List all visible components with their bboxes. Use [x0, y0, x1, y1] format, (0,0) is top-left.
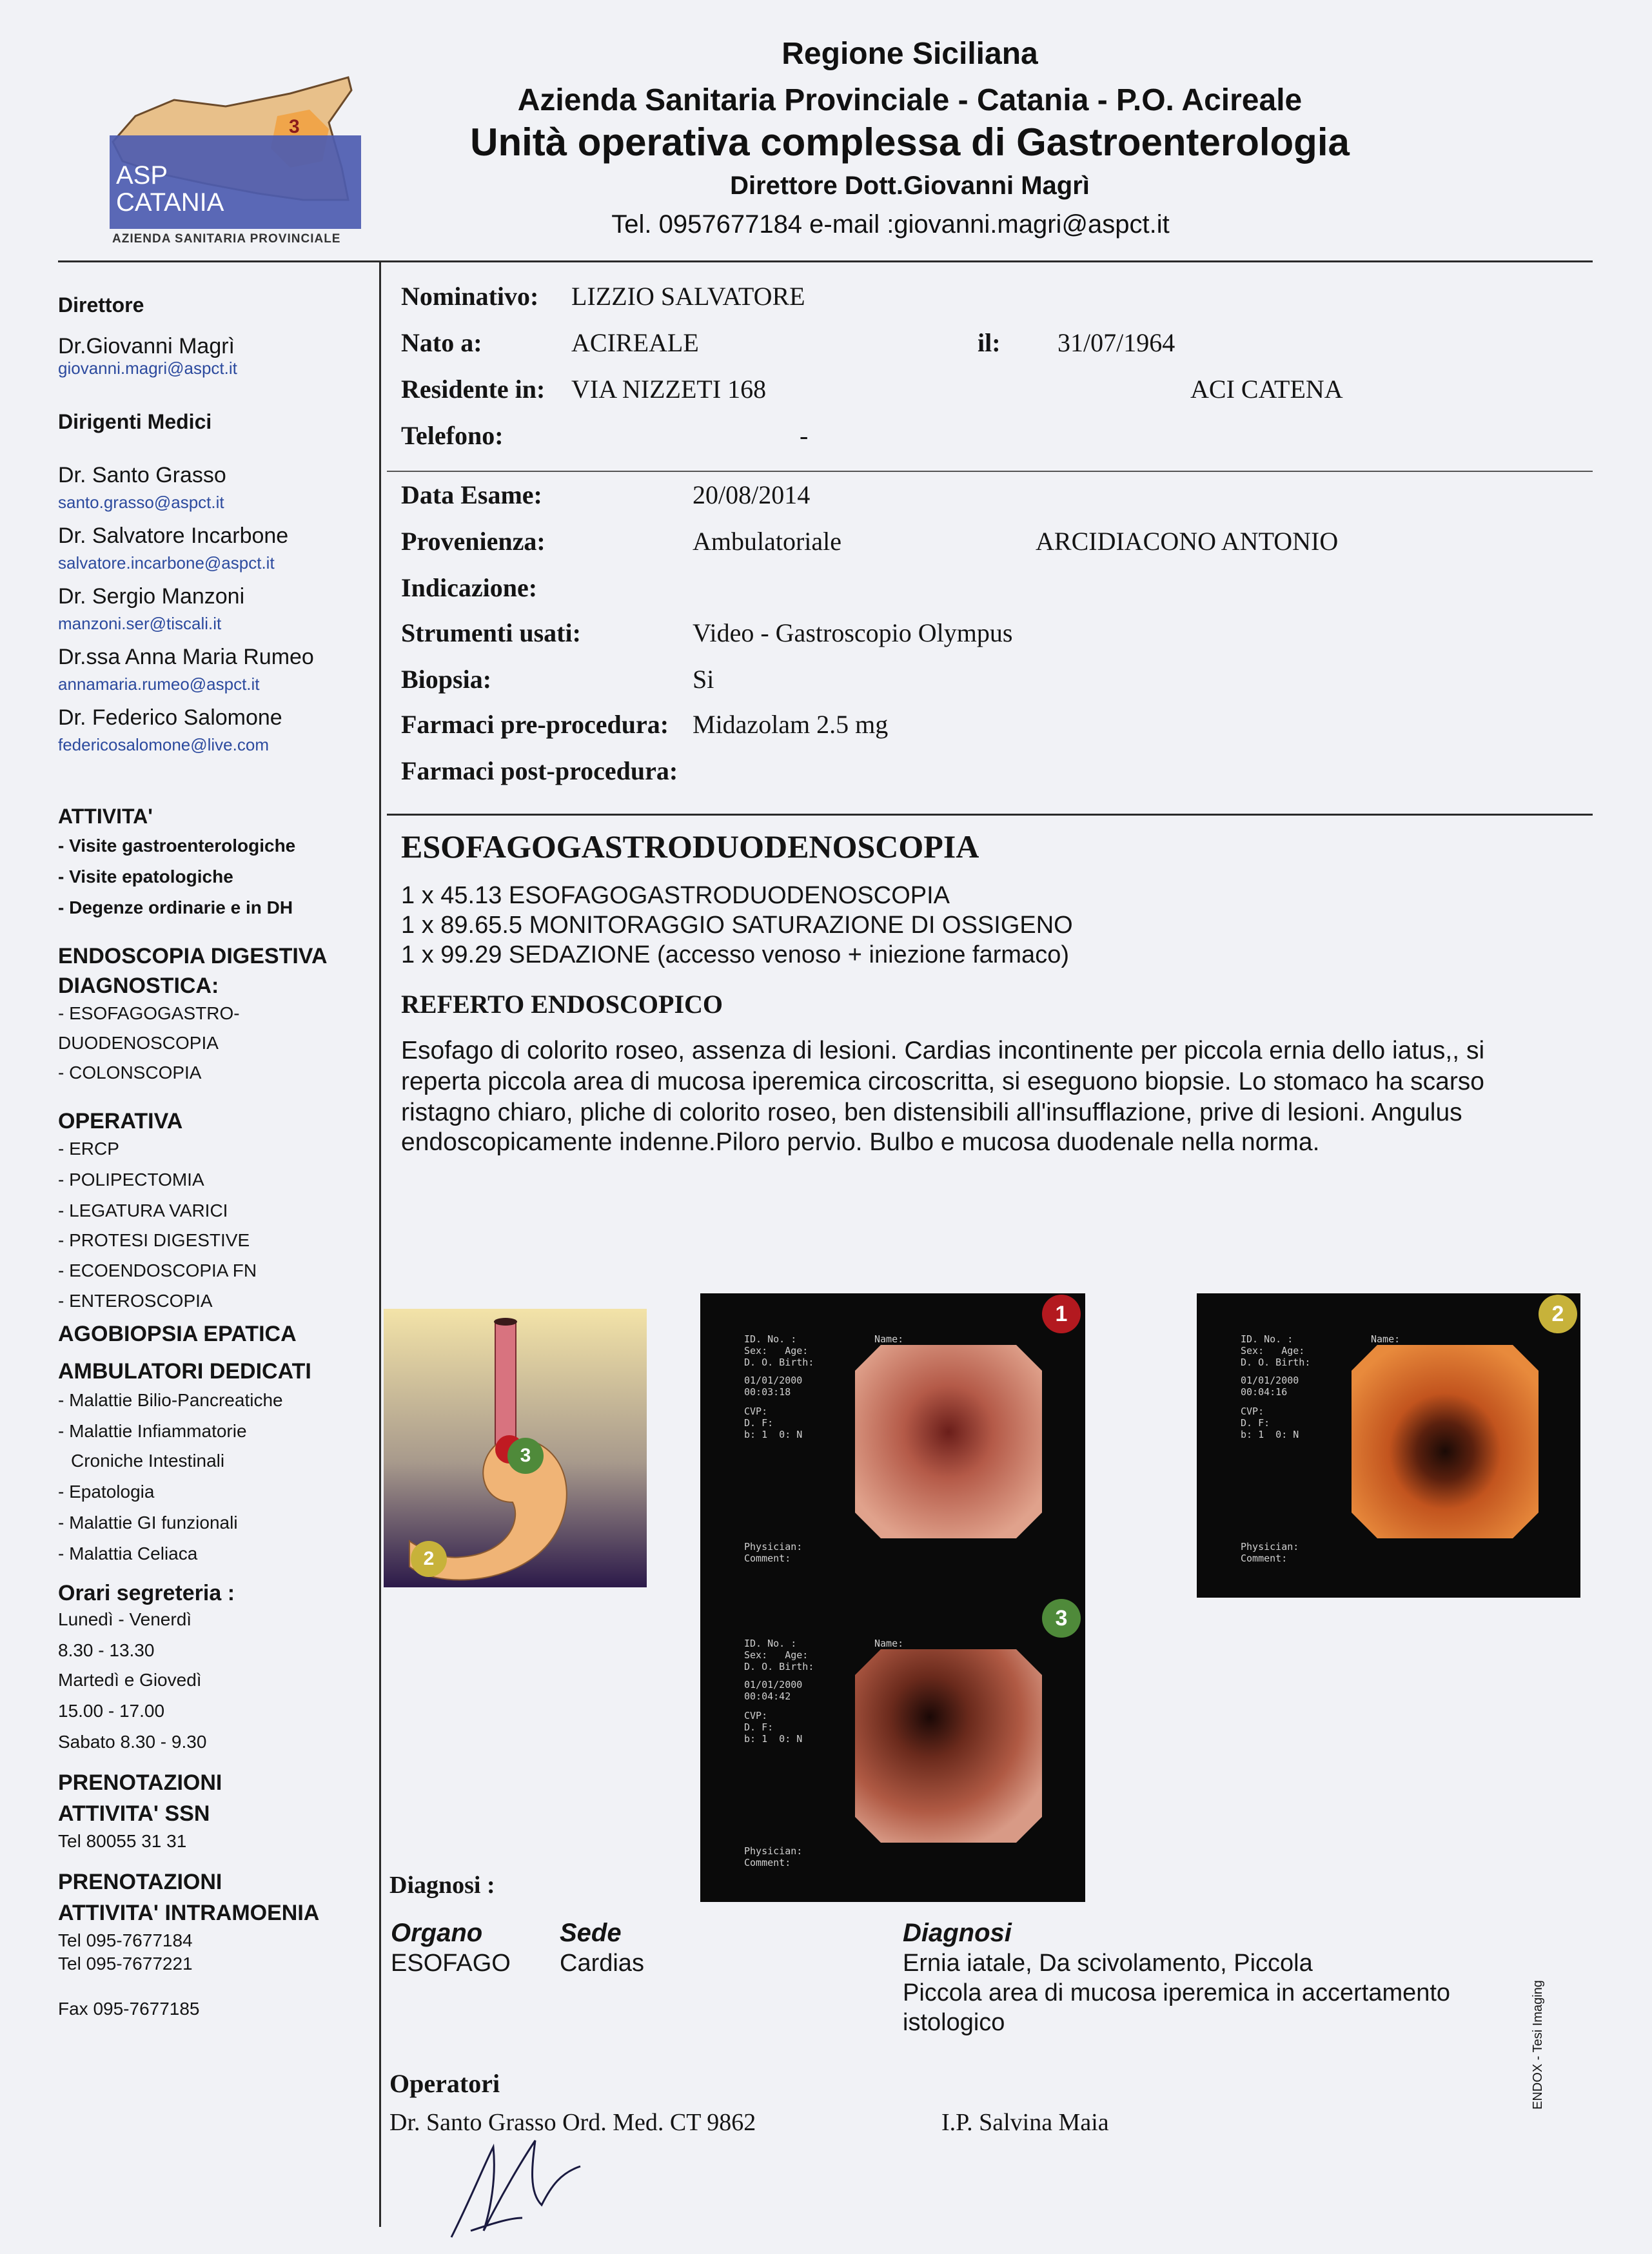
procedure-item: 1 x 89.65.5 MONITORAGGIO SATURAZIONE DI OSSIGENO	[401, 912, 1073, 939]
sidebar-ambulatori-item: - Malattie Bilio-Pancreatiche	[58, 1390, 283, 1410]
nominativo-value: LIZZIO SALVATORE	[571, 282, 805, 311]
sidebar-orari-item: Lunedì - Venerdì	[58, 1609, 192, 1629]
telefono-value: -	[800, 421, 809, 450]
sidebar-orari-item: Martedì e Giovedì	[58, 1670, 202, 1690]
sidebar-endoscopia-item: - COLONSCOPIA	[58, 1063, 202, 1083]
exam-divider	[387, 814, 1593, 816]
sidebar-endoscopia-heading: ENDOSCOPIA DIGESTIVA	[58, 944, 328, 968]
image-overlay-text: b: 1 0: N	[744, 1429, 803, 1440]
logo-line2: CATANIA	[116, 188, 224, 217]
image-overlay-text: 01/01/2000	[1241, 1375, 1299, 1386]
sidebar-endoscopia-item: DUODENOSCOPIA	[58, 1033, 219, 1053]
diagnosi-header: Diagnosi	[903, 1919, 1012, 1947]
image-overlay-text: Sex: Age:	[1241, 1345, 1305, 1357]
endoscopy-image-2	[1197, 1293, 1580, 1598]
diagnosi-heading: Diagnosi :	[389, 1872, 495, 1899]
operatore-1: Dr. Santo Grasso Ord. Med. CT 9862	[389, 2109, 756, 2136]
image-overlay-text: 00:04:42	[744, 1690, 791, 1702]
endoscopy-view-icon	[855, 1345, 1042, 1538]
signature-icon	[432, 2121, 587, 2244]
operatore-2: I.P. Salvina Maia	[941, 2109, 1109, 2136]
dirigente-name: Dr. Federico Salomone	[58, 705, 282, 730]
sidebar-direttore-name: Dr.Giovanni Magrì	[58, 334, 235, 358]
sidebar-attivita-heading: ATTIVITA'	[58, 805, 153, 828]
procedure-item: 1 x 99.29 SEDAZIONE (accesso venoso + iniezione farmaco)	[401, 941, 1069, 968]
dirigente-name: Dr.ssa Anna Maria Rumeo	[58, 645, 314, 669]
sidebar-operativa-item: - POLIPECTOMIA	[58, 1170, 204, 1190]
header-azienda: Azienda Sanitaria Provinciale - Catania - P.O. Acireale	[517, 83, 1303, 117]
nominativo-label: Nominativo:	[401, 282, 539, 311]
stomach-diagram	[384, 1309, 647, 1587]
image-overlay-text: D. O. Birth:	[744, 1357, 814, 1368]
indicazione-label: Indicazione:	[401, 573, 538, 602]
sidebar-prenotazioni-intramoenia-tel: Tel 095-7677221	[58, 1954, 193, 1974]
patient-divider	[387, 471, 1593, 472]
sidebar-ambulatori-item: Croniche Intestinali	[71, 1451, 225, 1471]
dirigente-email: annamaria.rumeo@aspct.it	[58, 674, 260, 694]
sidebar-prenotazioni-ssn: PRENOTAZIONI	[58, 1770, 222, 1795]
sidebar-ambulatori-item: - Malattia Celiaca	[58, 1544, 198, 1563]
organo-value: ESOFAGO	[391, 1950, 511, 1977]
strumenti-value: Video - Gastroscopio Olympus	[693, 618, 1013, 647]
sidebar-direttore-heading: Direttore	[58, 293, 144, 317]
sidebar-orari-item: Sabato 8.30 - 9.30	[58, 1732, 207, 1752]
farmaci-pre-value: Midazolam 2.5 mg	[693, 710, 889, 739]
referto-line: reperta piccola area di mucosa iperemica circoscritta, si eseguono biopsie. Lo stomaco ha scarso	[401, 1068, 1484, 1095]
image-overlay-text: D. O. Birth:	[1241, 1357, 1311, 1368]
provenienza-label: Provenienza:	[401, 527, 546, 556]
sidebar-operativa-item: - ENTEROSCOPIA	[58, 1291, 213, 1311]
sidebar-orari-item: 8.30 - 13.30	[58, 1640, 155, 1660]
image-overlay-text: 00:03:18	[744, 1386, 791, 1398]
citta-value: ACI CATENA	[1190, 375, 1343, 404]
operatori-heading: Operatori	[389, 2069, 500, 2098]
image-overlay-text: Comment:	[1241, 1553, 1288, 1564]
image-overlay-text: 01/01/2000	[744, 1375, 803, 1386]
image-overlay-text: Physician:	[744, 1845, 803, 1857]
sidebar-ambulatori-item: - Malattie Infiammatorie	[58, 1421, 247, 1441]
diagnosi-line: istologico	[903, 2009, 1005, 2036]
image-overlay-text: ID. No. :	[744, 1638, 797, 1649]
endoscopy-image-3	[700, 1598, 1085, 1902]
image-overlay-text: Comment:	[744, 1857, 791, 1868]
image-marker-3: 3	[1042, 1599, 1081, 1638]
endoscopy-view-icon	[855, 1649, 1042, 1843]
image-overlay-text: Comment:	[744, 1553, 791, 1564]
sidebar-prenotazioni-intramoenia: PRENOTAZIONI	[58, 1870, 222, 1894]
referto-line: endoscopicamente indenne.Piloro pervio. Bulbo e mucosa duodenale nella norma.	[401, 1128, 1320, 1156]
referto-line: ristagno chiaro, pliche di colorito roseo, ben distensibili all'insufflazione, prive di lesioni. Angulus	[401, 1099, 1462, 1126]
image-overlay-text: Sex: Age:	[744, 1345, 809, 1357]
header-director: Direttore Dott.Giovanni Magrì	[730, 172, 1090, 200]
sidebar-operativa-heading: OPERATIVA	[58, 1109, 183, 1133]
image-overlay-text: ID. No. :	[1241, 1333, 1293, 1345]
referto-line: Esofago di colorito roseo, assenza di lesioni. Cardias incontinente per piccola ernia dello iatus,, si	[401, 1037, 1485, 1064]
image-overlay-text: D. F:	[744, 1721, 774, 1733]
data-esame-label: Data Esame:	[401, 480, 542, 509]
diagram-marker-3: 3	[507, 1438, 544, 1474]
image-overlay-text: CVP:	[1241, 1406, 1264, 1417]
procedure-item: 1 x 45.13 ESOFAGOGASTRODUODENOSCOPIA	[401, 882, 950, 909]
sidebar-direttore-email: giovanni.magri@aspct.it	[58, 358, 237, 378]
sidebar-ambulatori-heading: AMBULATORI DEDICATI	[58, 1359, 311, 1384]
sidebar-dirigenti-heading: Dirigenti Medici	[58, 410, 212, 433]
il-value: 31/07/1964	[1057, 328, 1175, 357]
image-overlay-text: Sex: Age:	[744, 1649, 809, 1661]
header-region: Regione Siciliana	[782, 37, 1038, 71]
dirigente-name: Dr. Salvatore Incarbone	[58, 524, 289, 548]
procedure-title: ESOFAGOGASTRODUODENOSCOPIA	[401, 828, 979, 865]
logo-badge: 3	[289, 116, 300, 137]
sidebar-endoscopia-item: - ESOFAGOGASTRO-	[58, 1003, 240, 1023]
sidebar-orari-heading: Orari segreteria :	[58, 1581, 235, 1605]
endoscopy-image-1	[700, 1293, 1085, 1598]
sede-header: Sede	[560, 1919, 622, 1947]
dirigente-email: santo.grasso@aspct.it	[58, 493, 224, 512]
sidebar-attivita-item: - Visite gastroenterologiche	[58, 836, 296, 856]
sidebar-endoscopia-heading: DIAGNOSTICA:	[58, 974, 219, 998]
image-overlay-text: b: 1 0: N	[1241, 1429, 1299, 1440]
sidebar-agobiopsia: AGOBIOPSIA EPATICA	[58, 1322, 297, 1346]
nato-value: ACIREALE	[571, 328, 699, 357]
logo-sub: AZIENDA SANITARIA PROVINCIALE	[112, 232, 341, 246]
biopsia-label: Biopsia:	[401, 665, 492, 694]
image-overlay-text: CVP:	[744, 1710, 768, 1721]
image-overlay-text: Physician:	[1241, 1541, 1299, 1553]
diagnosi-line: Piccola area di mucosa iperemica in accertamento	[903, 1979, 1451, 2006]
sidebar-operativa-item: - ECOENDOSCOPIA FN	[58, 1260, 257, 1280]
image-overlay-text: D. O. Birth:	[744, 1661, 814, 1672]
sidebar-fax: Fax 095-7677185	[58, 1999, 200, 2019]
medico-value: ARCIDIACONO ANTONIO	[1036, 527, 1339, 556]
logo-line1: ASP	[116, 161, 168, 190]
biopsia-value: Si	[693, 665, 714, 694]
il-label: il:	[978, 328, 1001, 357]
image-marker-2: 2	[1539, 1295, 1577, 1333]
sidebar-operativa-item: - LEGATURA VARICI	[58, 1200, 228, 1220]
header-unit: Unità operativa complessa di Gastroenterologia	[470, 121, 1350, 164]
dirigente-email: salvatore.incarbone@aspct.it	[58, 553, 275, 573]
image-overlay-text: 00:04:16	[1241, 1386, 1288, 1398]
strumenti-label: Strumenti usati:	[401, 618, 581, 647]
organo-header: Organo	[391, 1919, 483, 1947]
referto-heading: REFERTO ENDOSCOPICO	[401, 990, 723, 1019]
asp-logo	[97, 71, 374, 251]
image-overlay-text: Name:	[874, 1638, 904, 1649]
header-divider	[58, 260, 1593, 262]
sidebar-attivita-item: - Visite epatologiche	[58, 867, 233, 887]
data-esame-value: 20/08/2014	[693, 480, 811, 509]
image-overlay-text: CVP:	[744, 1406, 768, 1417]
nato-label: Nato a:	[401, 328, 482, 357]
sede-value: Cardias	[560, 1950, 644, 1977]
sidebar-orari-item: 15.00 - 17.00	[58, 1701, 165, 1721]
provenienza-value: Ambulatoriale	[693, 527, 842, 556]
sidebar-ambulatori-item: - Epatologia	[58, 1482, 155, 1502]
sidebar-operativa-item: - PROTESI DIGESTIVE	[58, 1230, 250, 1250]
image-overlay-text: D. F:	[744, 1417, 774, 1429]
image-overlay-text: Physician:	[744, 1541, 803, 1553]
image-overlay-text: ID. No. :	[744, 1333, 797, 1345]
image-overlay-text: 01/01/2000	[744, 1679, 803, 1690]
image-overlay-text: Name:	[874, 1333, 904, 1345]
sidebar-operativa-item: - ERCP	[58, 1139, 119, 1159]
residente-label: Residente in:	[401, 375, 546, 404]
dirigente-email: federicosalomone@live.com	[58, 735, 269, 754]
sidebar-divider	[379, 260, 381, 2227]
image-overlay-text: b: 1 0: N	[744, 1733, 803, 1745]
image-overlay-text: Name:	[1371, 1333, 1401, 1345]
sidebar-prenotazioni-intramoenia: ATTIVITA' INTRAMOENIA	[58, 1901, 320, 1925]
dirigente-email: manzoni.ser@tiscali.it	[58, 614, 222, 633]
sidebar-prenotazioni-ssn-tel: Tel 80055 31 31	[58, 1831, 187, 1851]
endoscopy-view-icon	[1352, 1345, 1539, 1538]
image-marker-1: 1	[1042, 1295, 1081, 1333]
sidebar-prenotazioni-intramoenia-tel: Tel 095-7677184	[58, 1930, 193, 1950]
sidebar-ambulatori-item: - Malattie GI funzionali	[58, 1513, 238, 1533]
farmaci-post-label: Farmaci post-procedura:	[401, 756, 678, 785]
vendor-vertical-text: ENDOX - Tesi Imaging	[1531, 1980, 1545, 2110]
sidebar-attivita-item: - Degenze ordinarie e in DH	[58, 897, 293, 917]
residente-value: VIA NIZZETI 168	[571, 375, 767, 404]
telefono-label: Telefono:	[401, 421, 504, 450]
dirigente-name: Dr. Sergio Manzoni	[58, 584, 245, 609]
dirigente-name: Dr. Santo Grasso	[58, 463, 226, 487]
image-overlay-text: D. F:	[1241, 1417, 1270, 1429]
header-contact: Tel. 0957677184 e-mail :giovanni.magri@aspct.it	[611, 210, 1170, 239]
diagram-marker-2: 2	[411, 1541, 447, 1577]
diagnosi-line: Ernia iatale, Da scivolamento, Piccola	[903, 1950, 1313, 1977]
sidebar-prenotazioni-ssn: ATTIVITA' SSN	[58, 1801, 210, 1826]
farmaci-pre-label: Farmaci pre-procedura:	[401, 710, 669, 739]
